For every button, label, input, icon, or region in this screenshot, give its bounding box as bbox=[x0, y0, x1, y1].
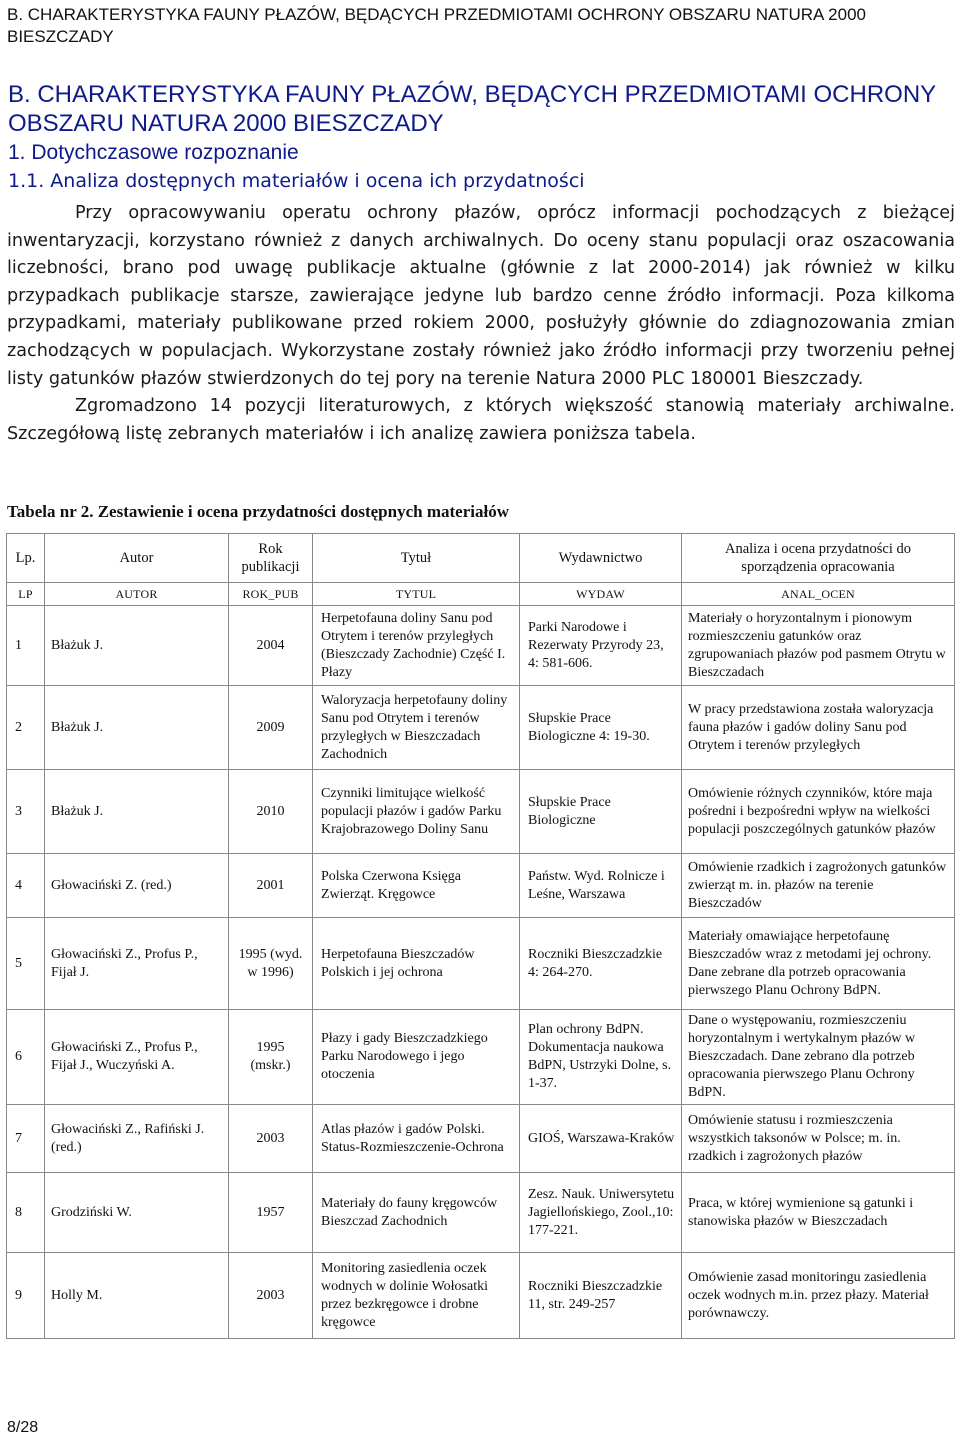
row-number: 6 bbox=[7, 1010, 45, 1105]
row-analysis: Praca, w której wymienione są gatunki i stanowiska płazów w Bieszczadach bbox=[682, 1173, 955, 1253]
running-header: B. CHARAKTERYSTYKA FAUNY PŁAZÓW, BĘDĄCYCH PRZEDMIOTAMI OCHRONY OBSZARU NATURA 2000 BIESZCZADY bbox=[7, 5, 866, 46]
code-cell: ROK_PUB bbox=[229, 583, 313, 606]
header-cell: Analiza i ocena przydatności do sporządzenia opracowania bbox=[682, 534, 955, 583]
row-year: 2010 bbox=[229, 770, 313, 854]
table-row bbox=[7, 1010, 955, 1105]
row-year: 1995 (wyd. w 1996) bbox=[229, 918, 313, 1010]
table-row bbox=[7, 686, 955, 770]
row-number: 4 bbox=[7, 854, 45, 918]
table-row bbox=[7, 606, 955, 686]
row-analysis: Dane o występowaniu, rozmieszczeniu horyzontalnym i wertykalnym płazów w Bieszczadach. Dane zebrano dla potrzeb opracowania pierwszego Planu Ochrony BdPN. bbox=[682, 1010, 955, 1105]
table-header-row bbox=[7, 534, 955, 583]
table-row bbox=[7, 918, 955, 1010]
row-title: Waloryzacja herpetofauny doliny Sanu pod Otrytem i terenów przyległych w Bieszczadach Zachodnich bbox=[313, 686, 520, 770]
header-cell: Rok publikacji bbox=[229, 534, 313, 583]
row-year: 2009 bbox=[229, 686, 313, 770]
row-year: 2003 bbox=[229, 1105, 313, 1173]
header-cell: Tytuł bbox=[313, 534, 520, 583]
row-analysis: Omówienie różnych czynników, które maja pośredni i bezpośredni wpływ na wielkości populacji poszczególnych gatunków płazów bbox=[682, 770, 955, 854]
subsubsection-heading: 1.1. Analiza dostępnych materiałów i ocena ich przydatności bbox=[8, 170, 585, 192]
row-publisher: Plan ochrony BdPN. Dokumentacja naukowa BdPN, Ustrzyki Dolne, s. 1-37. bbox=[520, 1010, 682, 1105]
row-publisher: Roczniki Bieszczadzkie 4: 264-270. bbox=[520, 918, 682, 1010]
row-title: Monitoring zasiedlenia oczek wodnych w dolinie Wołosatki przez bezkręgowce i drobne kręgowce bbox=[313, 1253, 520, 1339]
row-title: Polska Czerwona Księga Zwierząt. Kręgowce bbox=[313, 854, 520, 918]
code-cell: LP bbox=[7, 583, 45, 606]
table-caption: Tabela nr 2. Zestawienie i ocena przydatności dostępnych materiałów bbox=[7, 502, 509, 521]
header-cell: Wydawnictwo bbox=[520, 534, 682, 583]
row-analysis: W pracy przedstawiona została waloryzacja fauna płazów i gadów doliny Sanu pod Otrytem i terenów przyległych bbox=[682, 686, 955, 770]
row-title: Herpetofauna doliny Sanu pod Otrytem i terenów przyległych (Bieszczady Zachodnie) Część I. Płazy bbox=[313, 606, 520, 686]
code-cell: AUTOR bbox=[45, 583, 229, 606]
row-number: 2 bbox=[7, 686, 45, 770]
body-text bbox=[7, 200, 955, 448]
subsection-heading: 1. Dotychczasowe rozpoznanie bbox=[8, 141, 299, 164]
row-title: Czynniki limitujące wielkość populacji płazów i gadów Parku Krajobrazowego Doliny Sanu bbox=[313, 770, 520, 854]
code-cell: WYDAW bbox=[520, 583, 682, 606]
row-title: Atlas płazów i gadów Polski. Status-Rozmieszczenie-Ochrona bbox=[313, 1105, 520, 1173]
header-cell: Lp. bbox=[7, 534, 45, 583]
row-number: 9 bbox=[7, 1253, 45, 1339]
code-cell: TYTUL bbox=[313, 583, 520, 606]
row-title: Herpetofauna Bieszczadów Polskich i jej ochrona bbox=[313, 918, 520, 1010]
row-analysis: Omówienie zasad monitoringu zasiedlenia oczek wodnych m.in. przez płazy. Materiał porównawczy. bbox=[682, 1253, 955, 1339]
row-publisher: Parki Narodowe i Rezerwaty Przyrody 23, 4: 581-606. bbox=[520, 606, 682, 686]
section-heading: B. CHARAKTERYSTYKA FAUNY PŁAZÓW, BĘDĄCYCH PRZEDMIOTAMI OCHRONY OBSZARU NATURA 2000 BIESZCZADY bbox=[8, 81, 936, 137]
row-author: Głowaciński Z., Rafiński J. (red.) bbox=[45, 1105, 229, 1173]
row-author: Błażuk J. bbox=[45, 686, 229, 770]
row-author: Holly M. bbox=[45, 1253, 229, 1339]
row-analysis: Materiały o horyzontalnym i pionowym rozmieszczeniu gatunków oraz zgrupowaniach płazów pod pasmem Otrytu w Bieszczadach bbox=[682, 606, 955, 686]
row-publisher: Zesz. Nauk. Uniwersytetu Jagiellońskiego, Zool.,10: 177-221. bbox=[520, 1173, 682, 1253]
paragraph: Przy opracowywaniu operatu ochrony płazów, oprócz informacji pochodzących z bieżącej inwentaryzacji, korzystano również z danych archiwalnych. Do oceny stanu populacji oraz oszacowania liczebności, brano pod uwagę publikacje aktualne (głównie z lat 2000-2014) jak również w kilku przypadkach publikacje starsze, zawierające jedyne lub bardzo cenne źródło informacji. Poza kilkoma przypadkami, materiały publikowane przed rokiem 2000, posłużyły głównie do zdiagnozowania zmian zachodzących w populacjach. Wykorzystane zostały również jako źródło informacji przy tworzeniu pełnej listy gatunków płazów stwierdzonych do tej pory na terenie Natura 2000 PLC 180001 Bieszczady. bbox=[7, 203, 955, 389]
paragraph: Zgromadzono 14 pozycji literaturowych, z których większość stanowią materiały archiwalne. Szczegółową listę zebranych materiałów i ich analizę zawiera poniższa tabela. bbox=[7, 396, 955, 444]
row-title: Materiały do fauny kręgowców Bieszczad Zachodnich bbox=[313, 1173, 520, 1253]
title-block bbox=[8, 80, 952, 194]
code-cell: ANAL_OCEN bbox=[682, 583, 955, 606]
row-year: 2001 bbox=[229, 854, 313, 918]
table-row bbox=[7, 1105, 955, 1173]
row-publisher: Roczniki Bieszczadzkie 11, str. 249-257 bbox=[520, 1253, 682, 1339]
row-year: 1957 bbox=[229, 1173, 313, 1253]
row-author: Głowaciński Z. (red.) bbox=[45, 854, 229, 918]
row-author: Grodziński W. bbox=[45, 1173, 229, 1253]
table-row bbox=[7, 1173, 955, 1253]
literature-table bbox=[6, 533, 955, 1339]
row-publisher: Słupskie Prace Biologiczne 4: 19-30. bbox=[520, 686, 682, 770]
row-title: Płazy i gady Bieszczadzkiego Parku Narodowego i jego otoczenia bbox=[313, 1010, 520, 1105]
table-row bbox=[7, 770, 955, 854]
row-number: 7 bbox=[7, 1105, 45, 1173]
row-number: 5 bbox=[7, 918, 45, 1010]
page-number: 8/28 bbox=[7, 1419, 39, 1436]
row-year: 2004 bbox=[229, 606, 313, 686]
table-row bbox=[7, 854, 955, 918]
row-number: 3 bbox=[7, 770, 45, 854]
row-author: Głowaciński Z., Profus P., Fijał J. bbox=[45, 918, 229, 1010]
row-author: Błażuk J. bbox=[45, 606, 229, 686]
row-publisher: GIOŚ, Warszawa-Kraków bbox=[520, 1105, 682, 1173]
header-cell: Autor bbox=[45, 534, 229, 583]
row-publisher: Słupskie Prace Biologiczne bbox=[520, 770, 682, 854]
row-author: Błażuk J. bbox=[45, 770, 229, 854]
table-row bbox=[7, 1253, 955, 1339]
row-year: 2003 bbox=[229, 1253, 313, 1339]
table-code-row bbox=[7, 583, 955, 606]
row-analysis: Omówienie rzadkich i zagrożonych gatunków zwierząt m. in. płazów na terenie Bieszczadów bbox=[682, 854, 955, 918]
row-number: 8 bbox=[7, 1173, 45, 1253]
row-publisher: Państw. Wyd. Rolnicze i Leśne, Warszawa bbox=[520, 854, 682, 918]
row-author: Głowaciński Z., Profus P., Fijał J., Wuczyński A. bbox=[45, 1010, 229, 1105]
row-number: 1 bbox=[7, 606, 45, 686]
row-year: 1995 (mskr.) bbox=[229, 1010, 313, 1105]
row-analysis: Omówienie statusu i rozmieszczenia wszystkich taksonów w Polsce; m. in. rzadkich i zagrożonych płazów bbox=[682, 1105, 955, 1173]
row-analysis: Materiały omawiające herpetofaunę Bieszczadów wraz z metodami jej ochrony. Dane zebrane dla potrzeb opracowania pierwszego Planu Ochrony BdPN. bbox=[682, 918, 955, 1010]
